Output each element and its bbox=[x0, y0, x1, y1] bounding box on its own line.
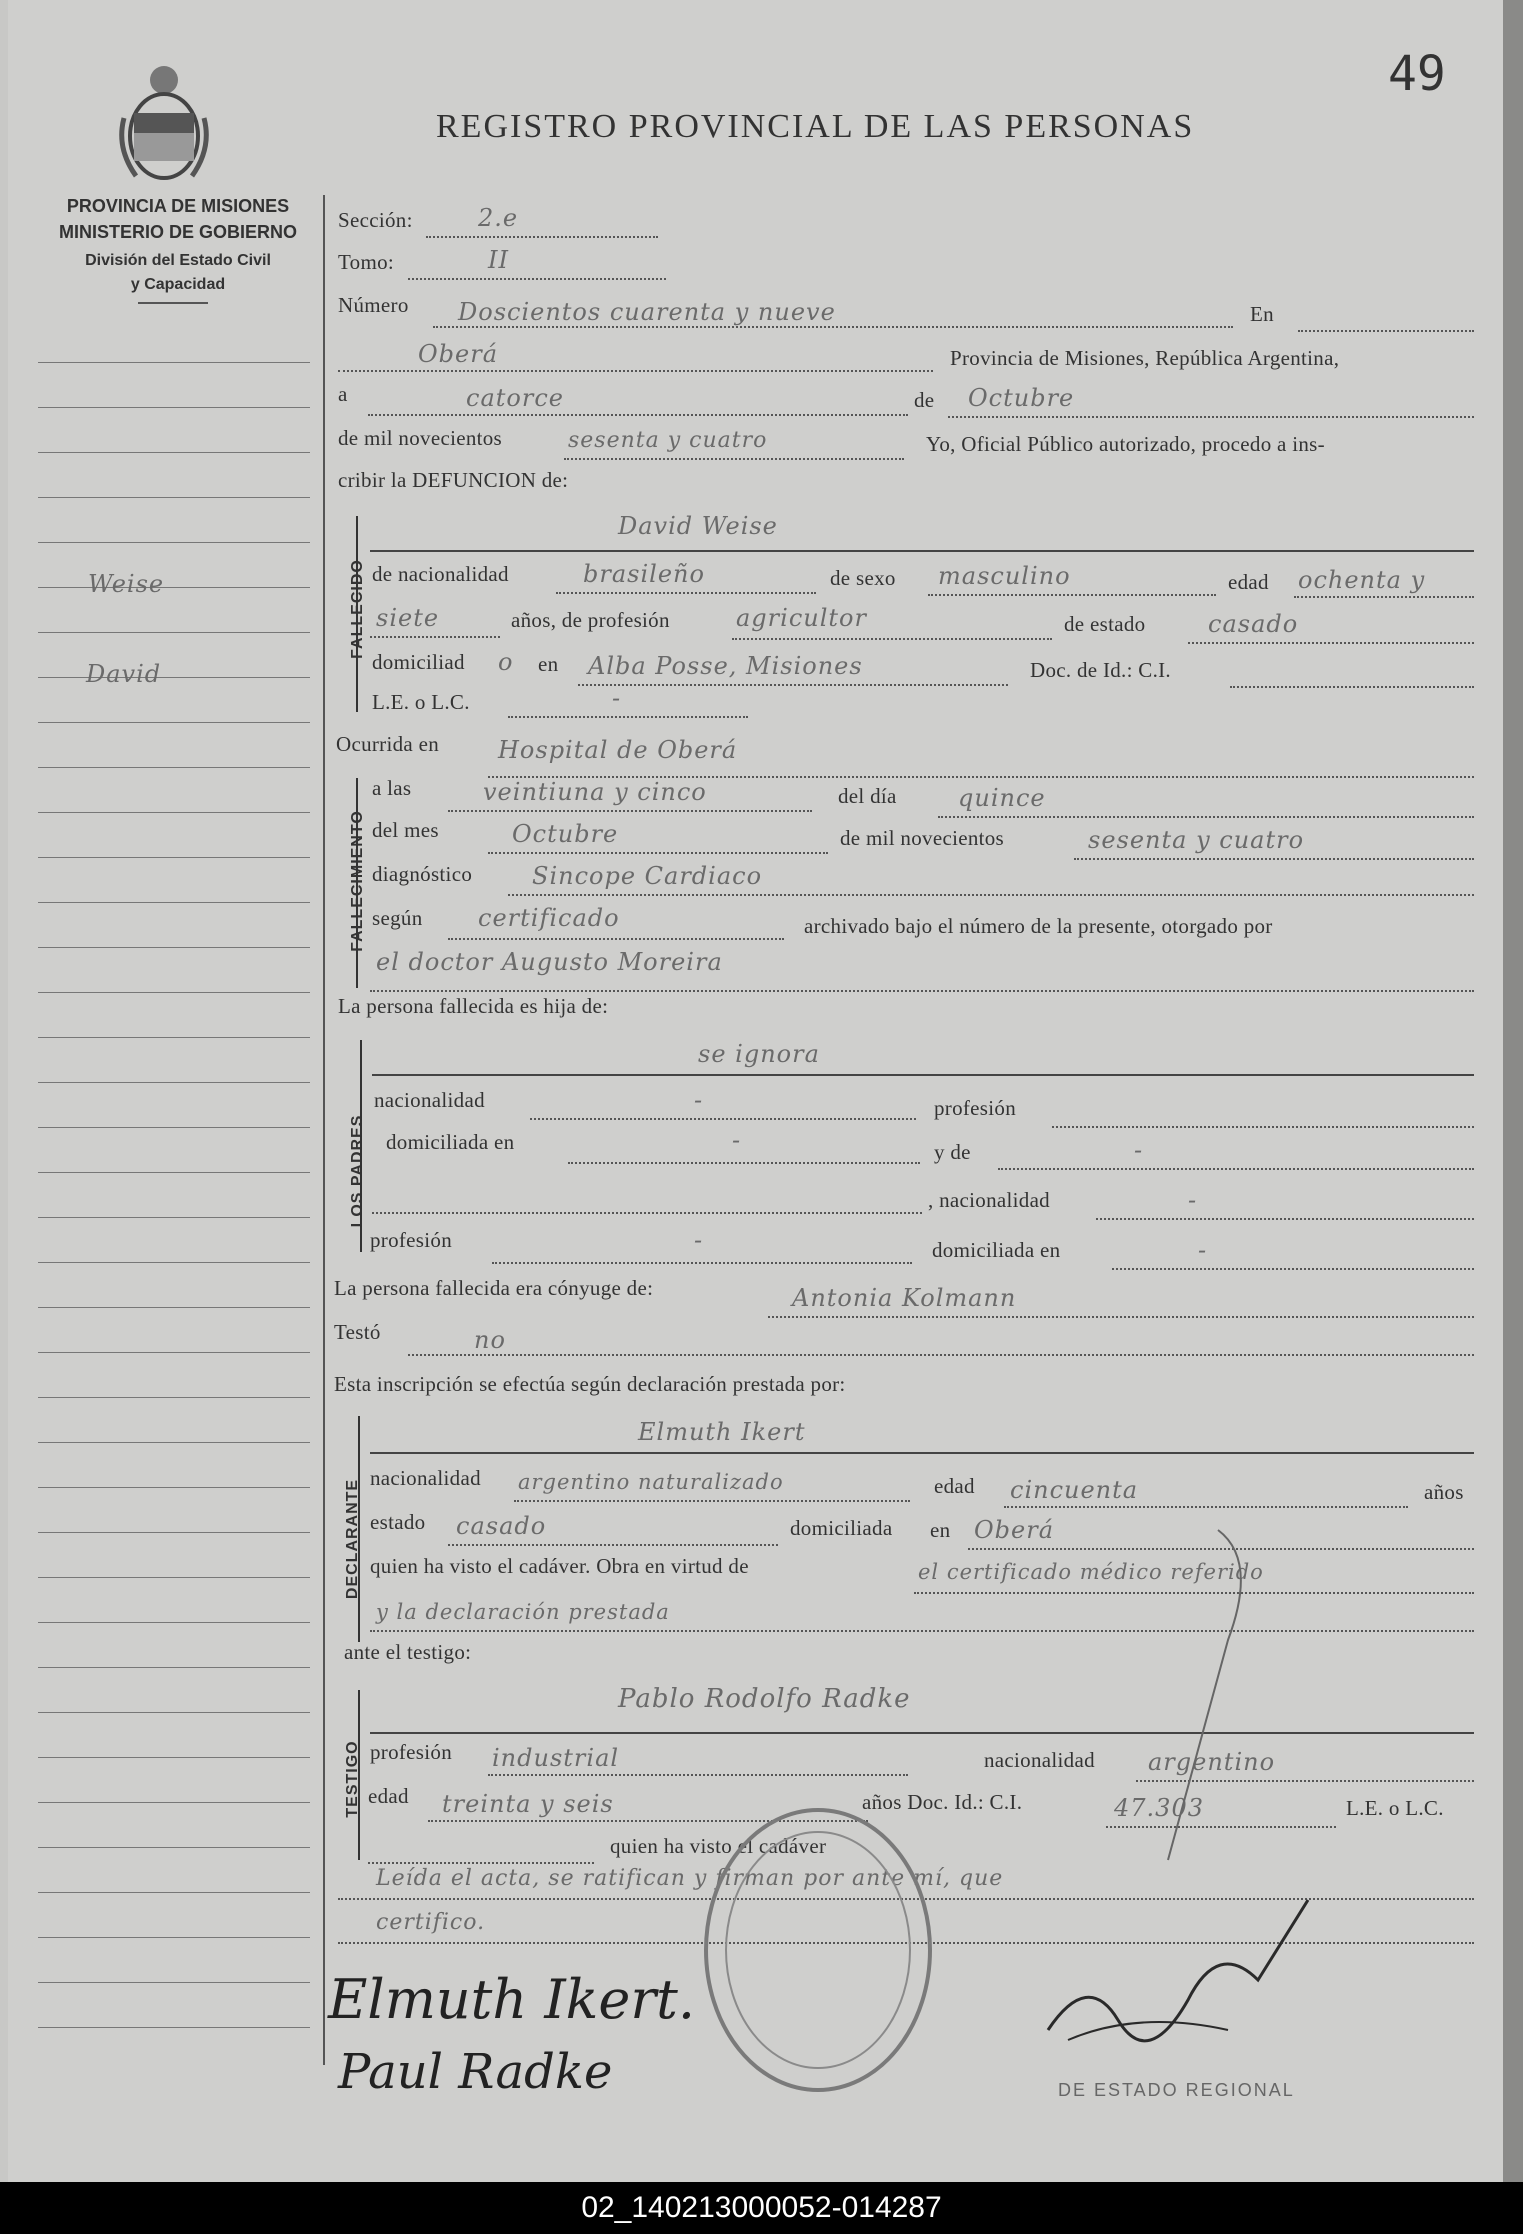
decl-edad-label: edad bbox=[934, 1474, 975, 1498]
dia-value: catorce bbox=[466, 384, 564, 412]
official-stamp-icon bbox=[698, 1800, 938, 2100]
madre-profesion-value: - bbox=[694, 1226, 704, 1254]
le-lc-label: L.E. o L.C. bbox=[372, 690, 470, 714]
margin-rule-line bbox=[38, 1172, 310, 1173]
cierre-text-1: Leída el acta, se ratifican y firman por ante mí, que bbox=[376, 1866, 1004, 1891]
testigo-profesion-label: profesión bbox=[370, 1740, 453, 1764]
coat-of-arms-icon bbox=[116, 58, 212, 188]
padre-domiciliada-label: domiciliada en bbox=[386, 1130, 515, 1154]
decl-nacionalidad-label: nacionalidad bbox=[370, 1466, 481, 1490]
anio-line bbox=[564, 458, 904, 460]
conyuge-line bbox=[768, 1316, 1474, 1318]
margin-rule-line bbox=[38, 857, 310, 858]
mes-line bbox=[948, 416, 1474, 418]
stamp-text: DE ESTADO REGIONAL bbox=[1058, 2080, 1295, 2100]
testigo-profesion-value: industrial bbox=[492, 1744, 620, 1772]
margin-rule-line bbox=[38, 1082, 310, 1083]
scan-footer: 02_140213000052-014287 bbox=[0, 2182, 1523, 2234]
fallecimiento-title: FALLECIMIENTO bbox=[349, 810, 366, 952]
doc-id-line bbox=[1230, 686, 1474, 688]
padre-nacionalidad-line bbox=[530, 1118, 916, 1120]
padre-profesion-line bbox=[1052, 1126, 1474, 1128]
decl-cadaver-label: quien ha visto el cadáver. Obra en virtud de bbox=[370, 1554, 749, 1578]
padre-domicilio-value: - bbox=[732, 1126, 742, 1154]
margin-rule-line bbox=[38, 1712, 310, 1713]
otorgado-line bbox=[370, 990, 1474, 992]
margin-rule-line bbox=[38, 452, 310, 453]
margin-rule-line bbox=[38, 587, 310, 588]
decl-nacionalidad-value: argentino naturalizado bbox=[518, 1470, 784, 1494]
sexo-label: de sexo bbox=[830, 566, 896, 590]
margin-divider bbox=[323, 195, 325, 2065]
le-lc-value: - bbox=[612, 684, 622, 712]
hora-line bbox=[448, 810, 812, 812]
profesion-line bbox=[732, 638, 1052, 640]
a-las-label: a las bbox=[372, 776, 412, 800]
y-de-label: y de bbox=[934, 1140, 971, 1164]
padre-domicilio-line bbox=[568, 1162, 920, 1164]
margin-rule-line bbox=[38, 1577, 310, 1578]
del-dia-label: del día bbox=[838, 784, 897, 808]
declaracion-label: Esta inscripción se efectúa según declaración prestada por: bbox=[334, 1372, 846, 1396]
testigo-doc-label: años Doc. Id.: C.I. bbox=[862, 1790, 1023, 1814]
diagnostico-label: diagnóstico bbox=[372, 862, 473, 886]
header-province: PROVINCIA DE MISIONES bbox=[66, 196, 290, 216]
en-domicilio-label: en bbox=[538, 652, 559, 676]
margin-rule-line bbox=[38, 1667, 310, 1668]
otorgado-value: el doctor Augusto Moreira bbox=[376, 948, 723, 976]
margin-rule-line bbox=[38, 947, 310, 948]
a-label: a bbox=[338, 382, 348, 406]
sexo-line bbox=[928, 594, 1216, 596]
madre-nacionalidad-value: - bbox=[1188, 1186, 1198, 1214]
testigo-edad-value: treinta y seis bbox=[442, 1790, 614, 1818]
estado-label: de estado bbox=[1064, 612, 1146, 636]
nombre-value: David Weise bbox=[618, 512, 778, 540]
segun-label: según bbox=[372, 906, 423, 930]
edad-line bbox=[1294, 596, 1474, 598]
form-paper bbox=[8, 0, 1508, 2182]
archivado-label: archivado bajo el número de la presente, otorgado por bbox=[804, 914, 1273, 938]
hora-value: veintiuna y cinco bbox=[483, 778, 707, 806]
signature-declarante: Elmuth Ikert. bbox=[328, 1968, 696, 2031]
sexo-value: masculino bbox=[938, 562, 1071, 590]
ocurrida-value: Hospital de Oberá bbox=[498, 736, 738, 764]
madre-nacionalidad-line bbox=[1096, 1218, 1474, 1220]
decl-estado-label: estado bbox=[370, 1510, 426, 1534]
numero-value: Doscientos cuarenta y nueve bbox=[458, 298, 836, 326]
testigo-profesion-line bbox=[488, 1774, 908, 1776]
header-division: División del Estado Civil bbox=[85, 252, 271, 269]
ante-testigo-label: ante el testigo: bbox=[344, 1640, 472, 1664]
segun-value: certificado bbox=[478, 904, 620, 932]
domiciliad-suffix: o bbox=[498, 648, 514, 676]
seccion-line bbox=[426, 236, 658, 238]
seccion-value: 2.e bbox=[478, 204, 519, 232]
numero-line bbox=[433, 326, 1233, 328]
testigo-ci-value: 47.303 bbox=[1114, 1794, 1204, 1822]
de-mil-nov-label: de mil novecientos bbox=[840, 826, 1005, 850]
margin-rule-line bbox=[38, 632, 310, 633]
dia-line bbox=[368, 414, 908, 416]
profesion-label: años, de profesión bbox=[511, 608, 670, 632]
edad-value-2: siete bbox=[376, 604, 440, 632]
decl-domicilio-value: Oberá bbox=[974, 1516, 1055, 1544]
de-mil-label: de mil novecientos bbox=[338, 426, 503, 450]
obra-line-2 bbox=[370, 1630, 1474, 1632]
margin-rule-line bbox=[38, 1397, 310, 1398]
testigo-lelc-label: L.E. o L.C. bbox=[1346, 1796, 1444, 1820]
margin-rule-line bbox=[38, 1127, 310, 1128]
margin-rule-line bbox=[38, 2027, 310, 2028]
margin-rule-line bbox=[38, 1847, 310, 1848]
seccion-label: Sección: bbox=[338, 208, 413, 232]
margin-rule-line bbox=[38, 812, 310, 813]
y-de-value: - bbox=[1134, 1136, 1144, 1164]
tomo-value: II bbox=[488, 246, 509, 274]
margin-rule-line bbox=[38, 902, 310, 903]
decl-nacionalidad-line bbox=[514, 1500, 910, 1502]
madre-line bbox=[372, 1212, 922, 1214]
dia-fallec-line bbox=[938, 816, 1474, 818]
margin-rule-line bbox=[38, 1217, 310, 1218]
declarante-line bbox=[370, 1452, 1474, 1454]
numero-label: Número bbox=[338, 293, 409, 317]
conyuge-label: La persona fallecida era cónyuge de: bbox=[334, 1276, 654, 1300]
margin-surname: Weise bbox=[88, 570, 165, 598]
de-label: de bbox=[914, 388, 935, 412]
testigo-nacionalidad-value: argentino bbox=[1148, 1748, 1276, 1776]
en-line bbox=[1298, 330, 1474, 332]
padre-profesion-label: profesión bbox=[934, 1096, 1017, 1120]
margin-rule-line bbox=[38, 722, 310, 723]
profesion-value: agricultor bbox=[736, 604, 867, 632]
domiciliad-label: domiciliad bbox=[372, 650, 465, 674]
del-mes-label: del mes bbox=[372, 818, 439, 842]
testigo-title: TESTIGO bbox=[344, 1740, 361, 1818]
conyuge-value: Antonia Kolmann bbox=[792, 1284, 1017, 1312]
margin-rule-line bbox=[38, 407, 310, 408]
ocurrida-label: Ocurrida en bbox=[336, 732, 439, 756]
segun-line bbox=[448, 938, 784, 940]
margin-rule-line bbox=[38, 1982, 310, 1983]
testigo-line bbox=[370, 1732, 1474, 1734]
en-label: En bbox=[1250, 302, 1274, 326]
nacionalidad-line bbox=[556, 592, 816, 594]
diagnostico-line bbox=[508, 894, 1474, 896]
header-ministry: MINISTERIO DE GOBIERNO bbox=[58, 222, 298, 242]
madre-domicilio-line bbox=[1112, 1268, 1474, 1270]
decl-anos-label: años bbox=[1424, 1480, 1464, 1504]
testo-value: no bbox=[474, 1326, 506, 1354]
decl-en-label: en bbox=[930, 1518, 951, 1542]
obra-value-2: y la declaración prestada bbox=[376, 1600, 670, 1624]
margin-rule-line bbox=[38, 542, 310, 543]
madre-domicilio-value: - bbox=[1198, 1236, 1208, 1264]
anio-fallec-line bbox=[1074, 858, 1474, 860]
testigo-nacionalidad-label: nacionalidad bbox=[984, 1748, 1095, 1772]
page-title: REGISTRO PROVINCIAL DE LAS PERSONAS bbox=[436, 108, 1195, 145]
margin-rule-line bbox=[38, 1352, 310, 1353]
nacionalidad-label: de nacionalidad bbox=[372, 562, 509, 586]
margin-rule-line bbox=[38, 767, 310, 768]
margin-rule-line bbox=[38, 1937, 310, 1938]
decl-domiciliada-label: domiciliada bbox=[790, 1516, 893, 1540]
margin-rule-line bbox=[38, 362, 310, 363]
padres-value: se ignora bbox=[698, 1040, 820, 1068]
edad2-line bbox=[370, 636, 500, 638]
padres-line bbox=[372, 1074, 1474, 1076]
margin-rule-line bbox=[38, 1802, 310, 1803]
margin-rule-line bbox=[38, 1037, 310, 1038]
header-divider bbox=[138, 302, 208, 304]
margin-rule-line bbox=[38, 677, 310, 678]
margin-rule-line bbox=[38, 1442, 310, 1443]
testigo-cadaver-label: quien ha visto el cadáver bbox=[610, 1834, 827, 1858]
margin-rule-line bbox=[38, 1532, 310, 1533]
domicilio-value: Alba Posse, Misiones bbox=[588, 652, 863, 680]
lugar-line bbox=[338, 370, 933, 372]
hija-label: La persona fallecida es hija de: bbox=[338, 994, 609, 1018]
page-number: 49 bbox=[1388, 46, 1446, 102]
madre-profesion-label: profesión bbox=[370, 1228, 453, 1252]
le-lc-line bbox=[508, 716, 748, 718]
domicilio-line bbox=[578, 684, 1008, 686]
testigo-value: Pablo Rodolfo Radke bbox=[618, 1684, 911, 1714]
edad-label: edad bbox=[1228, 570, 1269, 594]
pencil-stroke-icon bbox=[1088, 1520, 1288, 1880]
obra-value-1: el certificado médico referido bbox=[918, 1560, 1264, 1584]
margin-rule-line bbox=[38, 497, 310, 498]
mes-fallec-line bbox=[488, 852, 828, 854]
anio-value: sesenta y cuatro bbox=[568, 428, 768, 453]
margin-rule-line bbox=[38, 1487, 310, 1488]
lugar-value: Oberá bbox=[418, 340, 499, 368]
padres-title: LOS PADRES bbox=[349, 1114, 366, 1228]
margin-rule-line bbox=[38, 992, 310, 993]
margin-rule-line bbox=[38, 1307, 310, 1308]
testigo-edad-label: edad bbox=[368, 1784, 409, 1808]
y-de-line bbox=[998, 1168, 1474, 1170]
padre-nacionalidad-value: - bbox=[694, 1086, 704, 1114]
official-signature-icon bbox=[1028, 1880, 1328, 2080]
nombre-line bbox=[370, 550, 1474, 552]
testigo-extra-line bbox=[368, 1862, 594, 1864]
anio-fallec-value: sesenta y cuatro bbox=[1088, 826, 1305, 854]
mes-value: Octubre bbox=[968, 384, 1075, 412]
madre-domiciliada-label: domiciliada en bbox=[932, 1238, 1061, 1262]
oficial-label: Yo, Oficial Público autorizado, procedo a ins- bbox=[926, 432, 1325, 456]
madre-profesion-line bbox=[492, 1262, 912, 1264]
cierre-text-2: certifico. bbox=[376, 1910, 486, 1935]
tomo-label: Tomo: bbox=[338, 250, 395, 274]
signature-testigo: Paul Radke bbox=[338, 2044, 613, 2100]
nacionalidad-value: brasileño bbox=[583, 560, 705, 588]
madre-nacionalidad-label: , nacionalidad bbox=[928, 1188, 1050, 1212]
margin-rule-line bbox=[38, 1892, 310, 1893]
header-capacity: y Capacidad bbox=[130, 276, 226, 293]
decl-edad-value: cincuenta bbox=[1010, 1476, 1139, 1504]
testo-label: Testó bbox=[334, 1320, 381, 1344]
estado-value: casado bbox=[1208, 610, 1299, 638]
estado-line bbox=[1188, 642, 1474, 644]
provincia-label: Provincia de Misiones, República Argentina, bbox=[950, 346, 1340, 370]
dia-fallec-value: quince bbox=[958, 784, 1046, 812]
diagnostico-value: Sincope Cardiaco bbox=[532, 862, 763, 890]
fallecido-title: FALLECIDO bbox=[349, 559, 366, 659]
declarante-value: Elmuth Ikert bbox=[638, 1418, 806, 1446]
margin-rule-line bbox=[38, 1757, 310, 1758]
declarante-title: DECLARANTE bbox=[344, 1478, 361, 1600]
decl-estado-value: casado bbox=[456, 1512, 547, 1540]
edad-value-1: ochenta y bbox=[1298, 566, 1426, 594]
page-edge bbox=[1503, 0, 1523, 2182]
decl-edad-line bbox=[1004, 1506, 1408, 1508]
testo-line bbox=[408, 1354, 1474, 1356]
tomo-line bbox=[408, 278, 666, 280]
doc-id-label: Doc. de Id.: C.I. bbox=[1030, 658, 1171, 682]
margin-rule-line bbox=[38, 1622, 310, 1623]
margin-rule-line bbox=[38, 1262, 310, 1263]
mes-fallec-value: Octubre bbox=[512, 820, 619, 848]
margin-given-name: David bbox=[86, 660, 162, 688]
decl-estado-line bbox=[448, 1544, 778, 1546]
padre-nacionalidad-label: nacionalidad bbox=[374, 1088, 485, 1112]
inscribir-label: cribir la DEFUNCION de: bbox=[338, 468, 569, 492]
